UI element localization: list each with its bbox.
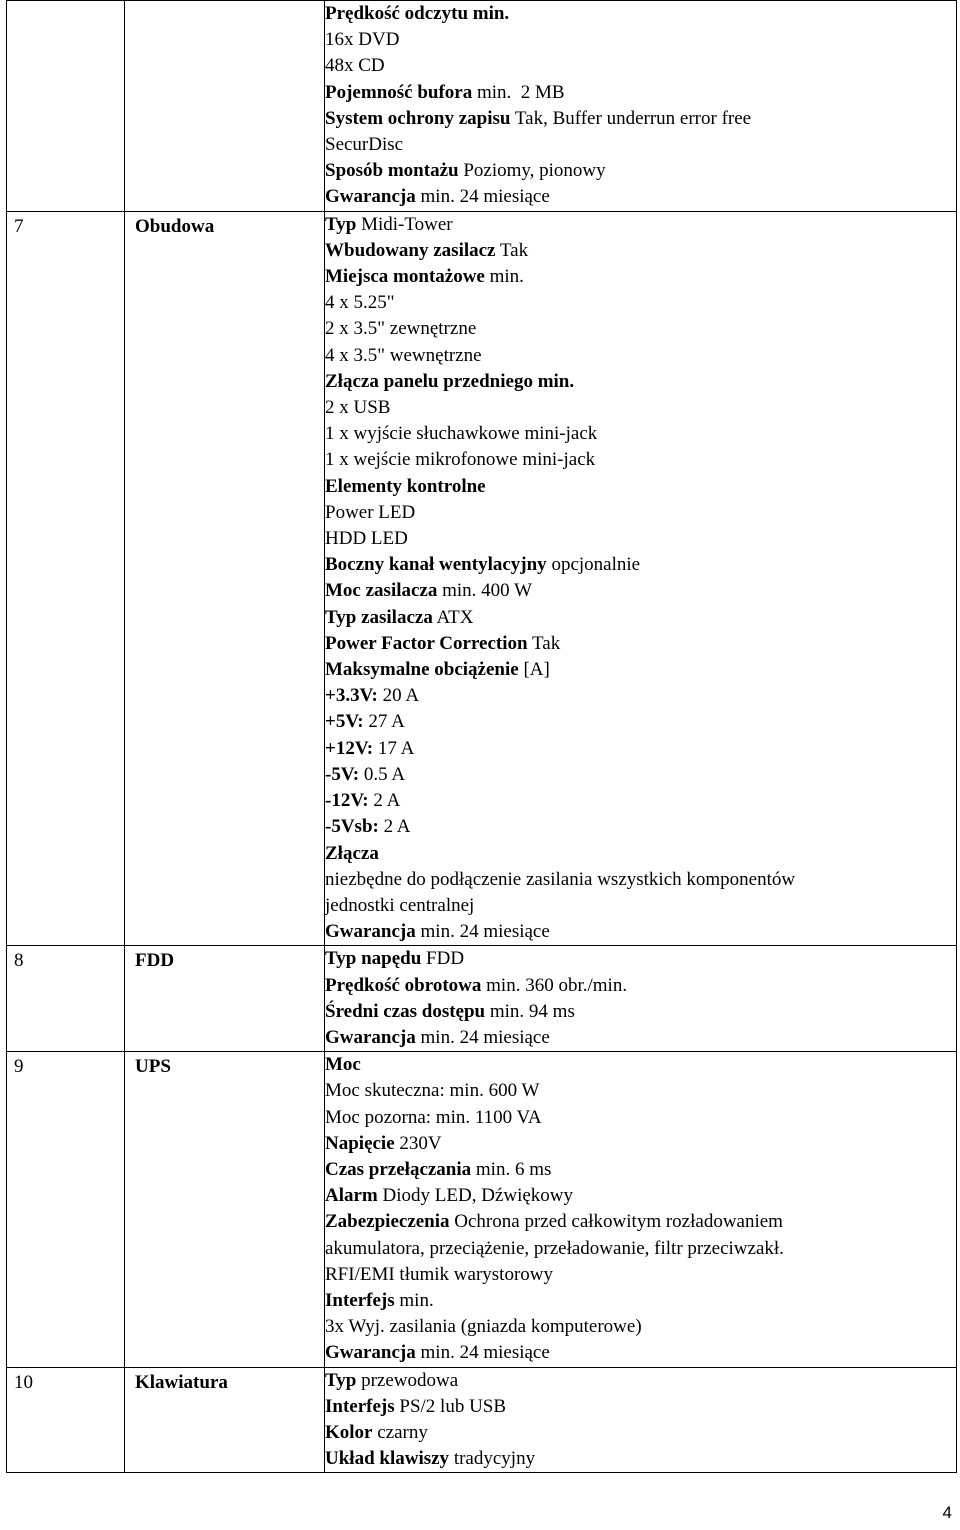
spec-line (325, 264, 956, 290)
row-number: 8 (14, 950, 24, 972)
spec-value: [A] (518, 659, 550, 681)
spec-line (325, 316, 956, 342)
row-component-name: Obudowa (135, 215, 215, 237)
spec-line (325, 841, 956, 867)
spec-label: System ochrony zapisu (325, 107, 511, 129)
spec-value: Diody LED, Dźwiękowy (377, 1185, 574, 1207)
spec-label: -5Vsb: (325, 816, 379, 838)
spec-line (325, 447, 956, 473)
spec-label: Czas przełączania (325, 1158, 472, 1180)
spec-value: Moc skuteczna: min. 600 W (325, 1080, 540, 1102)
spec-label: +12V: (325, 737, 374, 759)
spec-value: RFI/EMI tłumik warystorowy (325, 1263, 553, 1285)
spec-line (325, 657, 956, 683)
spec-label: Power Factor Correction (325, 632, 528, 654)
spec-value: PS/2 lub USB (394, 1395, 507, 1417)
spec-label: Układ klawiszy (325, 1448, 450, 1470)
spec-value: FDD (421, 948, 465, 970)
spec-value: HDD LED (325, 528, 408, 550)
spec-value: 2 x USB (325, 397, 391, 419)
spec-label: Gwarancja (325, 186, 416, 208)
spec-label: Gwarancja (325, 1342, 416, 1364)
row-number-cell (7, 1367, 228, 1473)
spec-value: min. 6 ms (471, 1158, 552, 1180)
spec-line (325, 1078, 956, 1104)
spec-label: Typ (325, 1369, 357, 1391)
spec-value: min. (394, 1289, 434, 1311)
spec-line (325, 1446, 956, 1472)
spec-label: Boczny kanał wentylacyjny (325, 554, 547, 576)
spec-label: +5V: (325, 711, 364, 733)
spec-value: jednostki centralnej (325, 894, 475, 916)
spec-line (325, 814, 956, 840)
spec-value: min. 360 obr./min. (481, 974, 628, 996)
row-spec-cell (325, 946, 957, 1052)
table-row (7, 211, 957, 946)
row-component-name: FDD (135, 950, 175, 972)
spec-line (325, 709, 956, 735)
row-spec-cell (325, 1, 957, 212)
spec-value: 4 x 5.25" (325, 292, 395, 314)
spec-line (325, 1157, 956, 1183)
spec-label: Gwarancja (325, 1026, 416, 1048)
spec-label: Moc (325, 1054, 361, 1076)
spec-line (325, 973, 956, 999)
spec-value: Ochrona przed całkowitym rozładowaniem (449, 1211, 783, 1233)
spec-line (325, 1209, 956, 1235)
spec-line (325, 893, 956, 919)
spec-table (6, 0, 957, 1473)
spec-line (325, 762, 956, 788)
spec-value: 48x CD (325, 55, 385, 77)
spec-line (325, 53, 956, 79)
spec-value: 27 A (363, 711, 405, 733)
spec-value: min. 24 miesiące (415, 1342, 550, 1364)
spec-value: Moc pozorna: min. 1100 VA (325, 1106, 542, 1128)
spec-line (325, 946, 956, 972)
spec-value: 2 A (378, 816, 411, 838)
spec-value: min. 94 ms (485, 1000, 575, 1022)
spec-value: 1 x wejście mikrofonowe mini-jack (325, 449, 596, 471)
spec-line (325, 1105, 956, 1131)
spec-value: Midi-Tower (356, 213, 453, 235)
spec-value: akumulatora, przeciążenie, przeładowanie, filtr przeciwzakł. (325, 1237, 784, 1259)
spec-label: Średni czas dostępu (325, 1000, 486, 1022)
spec-label: Prędkość odczytu min. (325, 3, 510, 24)
spec-line (325, 80, 956, 106)
row-number: 7 (14, 215, 24, 237)
spec-line (325, 1420, 956, 1446)
spec-label: Złącza panelu przedniego min. (325, 370, 575, 392)
spec-label: Sposób montażu (325, 160, 459, 182)
spec-label: Typ (325, 213, 357, 235)
spec-label: Typ zasilacza (325, 606, 433, 628)
spec-line (325, 1262, 956, 1288)
spec-value: 16x DVD (325, 29, 400, 51)
row-number-cell (7, 1052, 171, 1367)
spec-line (325, 132, 956, 158)
row-number-cell (7, 946, 175, 1052)
spec-line (325, 526, 956, 552)
spec-value: Power LED (325, 501, 416, 523)
spec-value: min. (484, 266, 524, 288)
spec-label: Zabezpieczenia (325, 1211, 450, 1233)
spec-label: +3.3V: (325, 685, 378, 707)
spec-value: min. 24 miesiące (415, 1026, 550, 1048)
spec-value: Tak (495, 239, 529, 261)
spec-value: tradycyjny (449, 1448, 536, 1470)
spec-label: Alarm (325, 1185, 378, 1207)
spec-label: Moc zasilacza (325, 580, 438, 602)
spec-label: Pojemność bufora (325, 81, 473, 103)
spec-line (325, 1025, 956, 1051)
table-row (7, 1052, 957, 1367)
spec-line (325, 106, 956, 132)
spec-line (325, 867, 956, 893)
spec-value: min. 2 MB (472, 81, 565, 103)
spec-label: Interfejs (325, 1395, 395, 1417)
spec-line (325, 212, 956, 238)
spec-line (325, 290, 956, 316)
spec-value: 0.5 A (359, 763, 406, 785)
spec-line (325, 158, 956, 184)
spec-label: -12V: (325, 790, 369, 812)
spec-value: czarny (372, 1421, 428, 1443)
spec-line (325, 1368, 956, 1394)
spec-line (325, 27, 956, 53)
spec-value: 20 A (377, 685, 420, 707)
page-number: 4 (942, 1503, 952, 1522)
spec-line (325, 238, 956, 264)
spec-label: Prędkość obrotowa (325, 974, 482, 996)
spec-value: Poziomy, pionowy (458, 160, 606, 182)
spec-line (325, 1052, 956, 1078)
spec-value: min. 24 miesiące (415, 921, 550, 943)
spec-line (325, 1, 956, 27)
spec-line (325, 343, 956, 369)
spec-label: Interfejs (325, 1289, 395, 1311)
spec-label: Wbudowany zasilacz (325, 239, 496, 261)
spec-line (325, 578, 956, 604)
spec-value: opcjonalnie (546, 554, 641, 576)
spec-line (325, 683, 956, 709)
spec-label: Napięcie (325, 1132, 395, 1154)
spec-label: Maksymalne obciążenie (325, 659, 519, 681)
spec-label: Elementy kontrolne (325, 475, 486, 497)
spec-label: Miejsca montażowe (325, 266, 485, 288)
spec-line (325, 395, 956, 421)
spec-line (325, 1183, 956, 1209)
spec-label: Złącza (325, 842, 379, 864)
spec-line (325, 552, 956, 578)
spec-label: -5V: (325, 763, 360, 785)
spec-line (325, 1394, 956, 1420)
spec-line (325, 736, 956, 762)
spec-label: Gwarancja (325, 921, 416, 943)
spec-value: 17 A (373, 737, 415, 759)
spec-line (325, 1314, 956, 1340)
row-number-cell (7, 211, 215, 946)
row-spec-cell (325, 1052, 957, 1367)
row-number: 10 (14, 1371, 33, 1393)
row-component-name: Klawiatura (135, 1371, 228, 1393)
table-row (7, 946, 957, 1052)
spec-value: ATX (432, 606, 474, 628)
spec-table-body (7, 1, 957, 1473)
spec-line (325, 1131, 956, 1157)
spec-line (325, 999, 956, 1025)
spec-value: Tak (527, 632, 561, 654)
row-name-cell (125, 1, 325, 212)
spec-value: 2 A (368, 790, 401, 812)
row-number-cell (7, 1, 125, 212)
row-name-cell (125, 1052, 325, 1367)
spec-line (325, 788, 956, 814)
row-number: 9 (14, 1056, 24, 1078)
row-spec-cell (325, 1367, 957, 1473)
spec-value: 4 x 3.5" wewnętrzne (325, 344, 482, 366)
spec-value: niezbędne do podłączenie zasilania wszystkich komponentów (325, 868, 796, 890)
spec-value: 1 x wyjście słuchawkowe mini-jack (325, 423, 598, 445)
spec-line (325, 605, 956, 631)
table-row (7, 1367, 957, 1473)
spec-value: SecurDisc (325, 134, 404, 156)
spec-label: Typ napędu (325, 948, 422, 970)
spec-label: Kolor (325, 1421, 373, 1443)
spec-value: 2 x 3.5" zewnętrzne (325, 318, 477, 340)
spec-value: przewodowa (356, 1369, 459, 1391)
row-spec-cell (325, 211, 957, 946)
spec-value: 3x Wyj. zasilania (gniazda komputerowe) (325, 1316, 642, 1338)
spec-line (325, 1236, 956, 1262)
spec-line (325, 184, 956, 210)
spec-line (325, 1288, 956, 1314)
spec-line (325, 1340, 956, 1366)
spec-line (325, 421, 956, 447)
spec-line (325, 500, 956, 526)
spec-value: min. 400 W (437, 580, 533, 602)
spec-line (325, 919, 956, 945)
row-component-name: UPS (135, 1056, 171, 1078)
row-name-cell (125, 211, 325, 946)
spec-value: Tak, Buffer underrun error free (510, 107, 752, 129)
spec-value: 230V (394, 1132, 442, 1154)
spec-line (325, 474, 956, 500)
spec-line (325, 369, 956, 395)
spec-value: min. 24 miesiące (415, 186, 550, 208)
table-row (7, 1, 957, 212)
spec-line (325, 631, 956, 657)
